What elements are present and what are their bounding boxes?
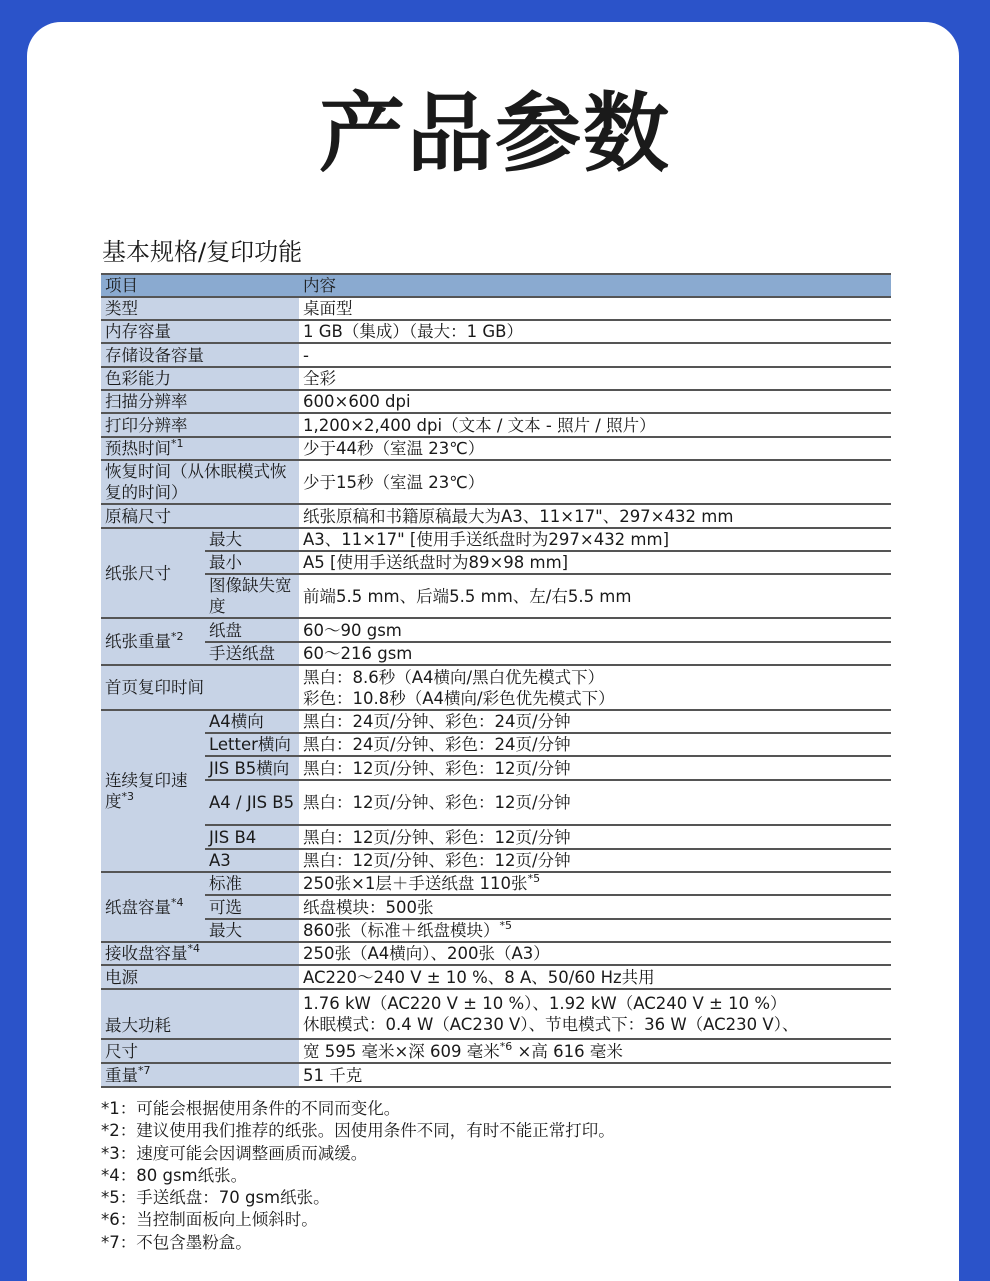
table-row	[101, 849, 891, 872]
row-value: 1.76 kW（AC220 V ± 10 %）、1.92 kW（AC240 V ± 10 %） 休眠模式：0.4 W（AC230 V）、节电模式下：36 W（AC230 V）、	[299, 989, 891, 1039]
table-row	[101, 437, 891, 460]
row-label: 色彩能力	[101, 367, 299, 390]
footnote-mark: *4	[171, 895, 184, 909]
footnote-mark: *5	[527, 872, 541, 885]
row-value: 600×600 dpi	[299, 390, 891, 413]
row-value: 60～90 gsm	[299, 618, 891, 642]
row-value: 250张（A4横向）、200张（A3）	[299, 942, 891, 965]
header-item: 项目	[101, 274, 299, 297]
sub-label: A4横向	[205, 710, 299, 733]
table-row	[101, 504, 891, 528]
sub-label: 最大	[205, 919, 299, 942]
row-value: AC220～240 V ± 10 %、8 A、50/60 Hz共用	[299, 965, 891, 989]
footnote: *1：可能会根据使用条件的不同而变化。	[101, 1099, 401, 1118]
table-row	[101, 642, 891, 665]
table-row	[101, 665, 891, 710]
table-row	[101, 551, 891, 574]
table-row	[101, 895, 891, 919]
footnote: *5：手送纸盘：70 gsm纸张。	[101, 1188, 330, 1208]
table-row	[101, 780, 891, 825]
section-title: 基本规格/复印功能	[102, 238, 303, 266]
row-label: 预热时间$^{*1}$	[101, 437, 299, 460]
table-row	[101, 825, 891, 849]
sub-label: 纸盘	[205, 618, 299, 642]
row-value: 黑白：24页/分钟、彩色：24页/分钟	[299, 710, 891, 733]
footnote-mark: *1	[171, 437, 184, 450]
sub-label: 可选	[205, 895, 299, 919]
table-row	[101, 942, 891, 965]
footnote-mark: *4	[187, 942, 200, 955]
row-value: 黑白：24页/分钟、彩色：24页/分钟	[299, 733, 891, 756]
row-value: 黑白：12页/分钟、彩色：12页/分钟	[299, 825, 891, 849]
sub-label: A3	[205, 849, 299, 872]
footnote-mark: *3	[121, 790, 134, 803]
table-row	[101, 413, 891, 437]
footnote: *6：当控制面板向上倾斜时。	[101, 1210, 318, 1230]
row-value: 60～216 gsm	[299, 642, 891, 665]
row-value: 黑白：12页/分钟、彩色：12页/分钟	[299, 756, 891, 780]
footnote: *7：不包含墨粉盒。	[101, 1232, 252, 1252]
row-label: 最大功耗	[101, 989, 299, 1039]
row-value: 1 GB（集成）（最大：1 GB）	[299, 320, 891, 343]
row-value: -	[299, 343, 891, 367]
row-value: 1,200×2,400 dpi（文本 / 文本 - 照片 / 照片）	[299, 413, 891, 437]
table-row	[101, 320, 891, 343]
footnote-mark: *5	[499, 919, 512, 932]
table-row	[101, 390, 891, 413]
table-row	[101, 965, 891, 989]
row-label: 恢复时间（从休眠模式恢复的时间）	[101, 460, 299, 504]
row-label: 存储设备容量	[101, 343, 299, 367]
row-value: 黑白：8.6秒（A4横向/黑白优先模式下） 彩色：10.8秒（A4横向/彩色优先模式下）	[299, 665, 891, 710]
table-row	[101, 919, 891, 942]
row-value: 250张×1层＋手送纸盘 110张$^{*5}$	[299, 872, 891, 895]
row-value: 黑白：12页/分钟、彩色：12页/分钟	[299, 849, 891, 872]
sub-label: 最小	[205, 551, 299, 574]
table-row	[101, 756, 891, 780]
footnote: *3：速度可能会因调整画质而减缓。	[101, 1143, 368, 1163]
page-title: 产品参数	[319, 84, 671, 184]
group-label: 连续复印速度$^{*3}$	[101, 710, 205, 872]
row-label: 扫描分辨率	[101, 390, 299, 413]
header-content: 内容	[299, 274, 891, 297]
row-label: 类型	[101, 297, 299, 320]
row-label: 接收盘容量$^{*4}$	[101, 942, 299, 965]
table-row	[101, 367, 891, 390]
row-value: 前端5.5 mm、后端5.5 mm、左/右5.5 mm	[299, 574, 891, 618]
row-value: A3、11×17" [使用手送纸盘时为297×432 mm]	[299, 528, 891, 551]
table-header-row	[101, 274, 891, 297]
footnote: *2：建议使用我们推荐的纸张。因使用条件不同，有时不能正常打印。	[101, 1121, 615, 1141]
row-value: A5 [使用手送纸盘时为89×98 mm]	[299, 551, 891, 574]
footnote-mark: *7	[138, 1063, 151, 1077]
footnotes	[101, 1098, 615, 1254]
table-row	[101, 710, 891, 733]
row-value: 宽 595 毫米×深 609 毫米$^{*6}$ ×高 616 毫米	[299, 1039, 891, 1063]
row-label: 打印分辨率	[101, 413, 299, 437]
spec-table	[101, 273, 891, 1088]
table-row	[101, 297, 891, 320]
sub-label: 图像缺失宽度	[205, 574, 299, 618]
table-row	[101, 574, 891, 618]
table-row	[101, 343, 891, 367]
row-value: 少于15秒（室温 23℃）	[299, 460, 891, 504]
row-value: 桌面型	[299, 297, 891, 320]
footnote: *4：80 gsm纸张。	[101, 1165, 248, 1185]
sub-label: JIS B4	[205, 825, 299, 849]
footnote-mark: *6	[499, 1039, 513, 1053]
row-value: 全彩	[299, 367, 891, 390]
row-label: 尺寸	[101, 1039, 299, 1063]
group-label: 纸张重量$^{*2}$	[101, 618, 205, 665]
footnote-mark: *2	[171, 630, 184, 643]
row-label: 电源	[101, 965, 299, 989]
row-value: 860张（标准＋纸盘模块）$^{*5}$	[299, 919, 891, 942]
table-row	[101, 989, 891, 1039]
row-value: 纸盘模块：500张	[299, 895, 891, 919]
table-row	[101, 528, 891, 551]
table-row	[101, 872, 891, 895]
group-label: 纸盘容量$^{*4}$	[101, 872, 205, 942]
table-row	[101, 460, 891, 504]
row-label: 首页复印时间	[101, 665, 299, 710]
row-label: 内存容量	[101, 320, 299, 343]
row-label: 重量$^{*7}$	[101, 1063, 299, 1087]
sub-label: A4 / JIS B5	[205, 780, 299, 825]
row-label: 原稿尺寸	[101, 504, 299, 528]
row-value: 51 千克	[299, 1063, 891, 1087]
sub-label: Letter横向	[205, 733, 299, 756]
sub-label: 最大	[205, 528, 299, 551]
group-label: 纸张尺寸	[101, 528, 205, 618]
table-row	[101, 733, 891, 756]
sub-label: JIS B5横向	[205, 756, 299, 780]
row-value: 少于44秒（室温 23℃）	[299, 437, 891, 460]
sub-label: 手送纸盘	[205, 642, 299, 665]
table-row	[101, 1063, 891, 1087]
table-row	[101, 618, 891, 642]
row-value: 黑白：12页/分钟、彩色：12页/分钟	[299, 780, 891, 825]
row-value: 纸张原稿和书籍原稿最大为A3、11×17"、297×432 mm	[299, 504, 891, 528]
sub-label: 标准	[205, 872, 299, 895]
table-row	[101, 1039, 891, 1063]
